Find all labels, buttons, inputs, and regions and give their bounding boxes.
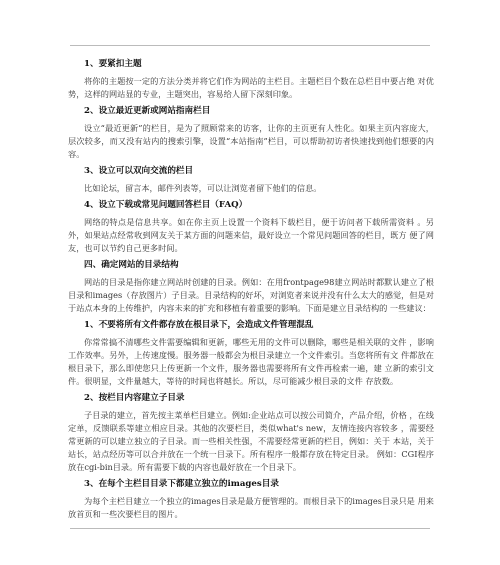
section-heading: 3、设立可以双向交流的栏目 [84, 166, 194, 176]
section-heading: 1、不要将所有文件都存放在根目录下，会造成文件管理混乱 [84, 320, 314, 330]
section-heading: 四、确定网站的目录结构 [84, 260, 179, 270]
body-paragraph: 为每个主栏目建立一个独立的images目录是最方便管理的。而根目录下的images目录只是 用来放首页和一些次要栏目的图片。 [68, 496, 434, 519]
body-paragraph: 网络的特点是信息共享。如在你主页上设置一个资料下载栏目，便于访问者下载所需资料 。另外，如果站点经常收到网友关于某方面的问题来信，最好设立一个常见问题回答的栏目，既方 便了网友，也可以节约自己更多时间。 [68, 217, 434, 253]
section-heading: 1、要紧扣主题 [84, 59, 142, 69]
section-heading: 2、按栏目内容建立子目录 [84, 393, 185, 403]
section-heading: 3、在每个主栏目目录下都建立独立的images目录 [84, 479, 279, 489]
body-paragraph: 将你的主题按一定的方法分类并将它们作为网站的主栏目。主题栏目个数在总栏目中要占绝 对优势，这样的网站显的专业，主题突出，容易给人留下深刻印象。 [68, 76, 434, 99]
header-rule [70, 45, 430, 46]
body-paragraph: 网站的目录是指你建立网站时创建的目录。例如：在用frontpage98建立网站时都默认建立了根目录和images（存放图片）子目录。目录结构的好坏，对浏览者来说并没有什么太大的感觉，但是对于站点本身的上传维护，内容未来的扩充和移植有着重要的影响。下面是建立目录结构的 一些建议： [68, 277, 434, 313]
body-paragraph: 设立“最近更新”的栏目，是为了照顾常来的访客，让你的主页更有人性化。如果主页内容庞大，层次较多，而又没有站内的搜索引擎，设置“本站指南”栏目，可以帮助初访者快速找到他们想要的内容。 [68, 123, 434, 159]
body-paragraph: 你常常搞不清哪些文件需要编辑和更新，哪些无用的文件可以删除，哪些是相关联的文件 ，影响工作效率。另外，上传速度慢。服务器一般都会为根目录建立一个文件索引。当您将所有文 件都放在根目录下，那么即使您只上传更新一个文件，服务器也需要将所有文件再检索一遍，建 立新的索引文件。很明显，文件量越大，等待的时间也将越长。所以，尽可能减少根目录的文件 存放数。 [68, 337, 434, 386]
body-paragraph: 子目录的建立，首先按主菜单栏目建立。例如:企业站点可以按公司简介，产品介绍，价格 ，在线定单，反馈联系等建立相应目录。其他的次要栏目，类似what's new，友情连接内容较多 ，需要经常更新的可以建立独立的子目录。而一些相关性强，不需要经常更新的栏目，例如：关于 本站，关于站长，站点经历等可以合并放在一个统一目录下。所有程序一般都存放在特定目录。 例如：CGI程序放在cgi-bin目录。所有需要下载的内容也最好放在一个目录下。 [68, 410, 434, 472]
body-paragraph: 比如论坛，留言本，邮件列表等，可以让浏览者留下他们的信息。 [84, 183, 322, 193]
section-heading: 4、设立下载或常见问题回答栏目（FAQ） [84, 200, 248, 210]
footer-rule [70, 528, 430, 529]
section-heading: 2、设立最近更新或网站指南栏目 [84, 106, 211, 116]
document-body [68, 59, 434, 526]
